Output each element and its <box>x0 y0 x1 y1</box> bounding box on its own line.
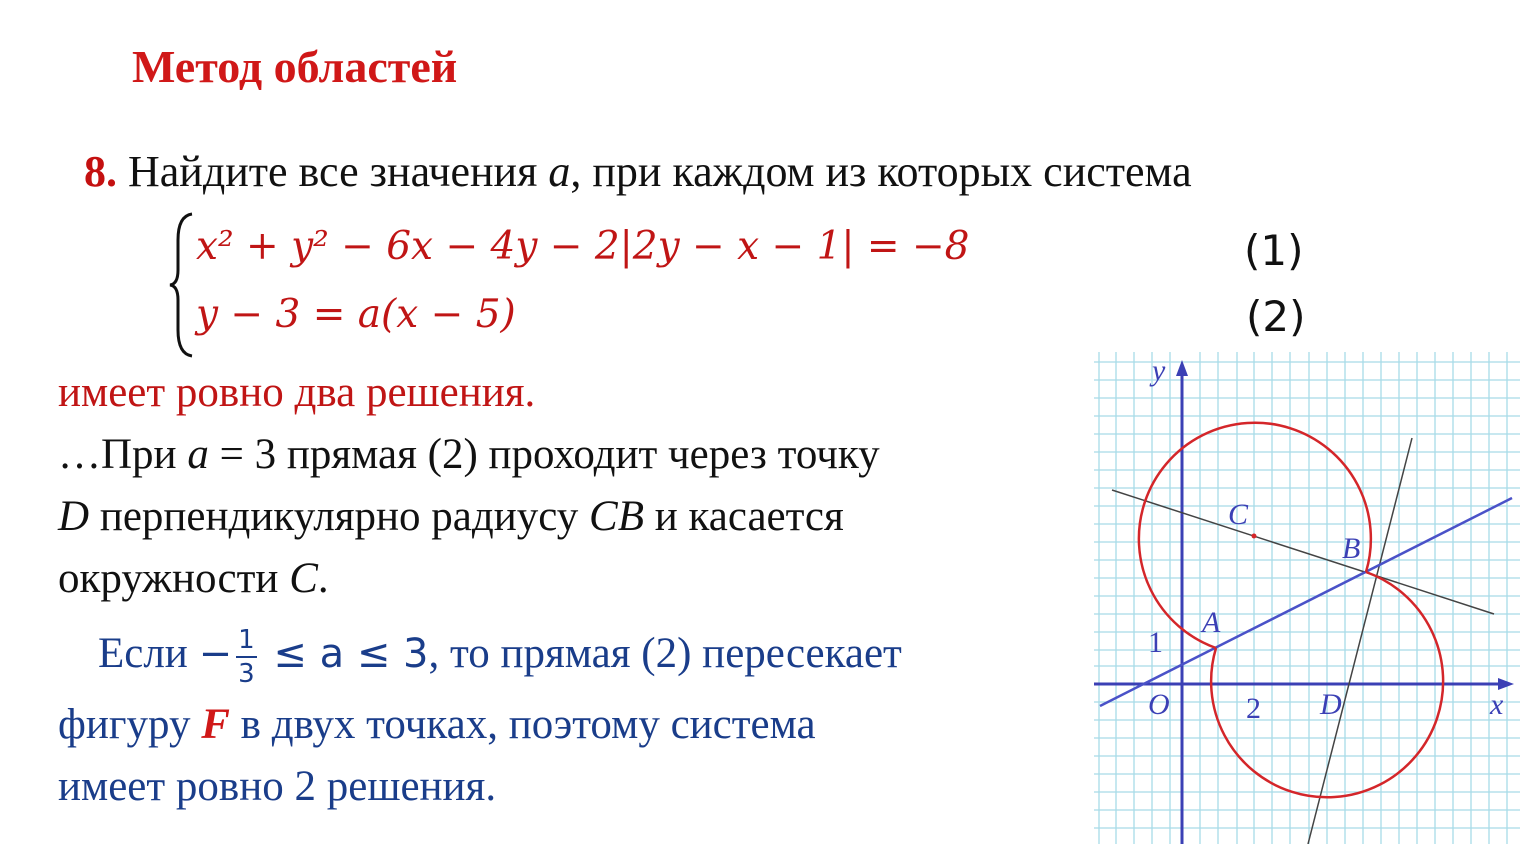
point-d-label: D <box>1320 688 1342 721</box>
problem-statement <box>84 146 1192 197</box>
equation-2-label: (2) <box>1246 292 1306 341</box>
conclusion-figure-word: фигуру <box>58 701 202 748</box>
p3-text-a: окружности <box>58 555 290 602</box>
conclusion-line-1 <box>98 624 902 690</box>
condition-text: имеет ровно два решения. <box>58 369 536 416</box>
conclusion-line-3: имеет ровно 2 решения. <box>58 763 497 810</box>
p1-var-a: a <box>187 431 209 478</box>
fraction-denominator: 3 <box>238 659 255 689</box>
p1-text-a: …При <box>58 431 188 478</box>
line-2y-x-1 <box>1100 498 1512 706</box>
problem-number: 8. <box>84 147 117 196</box>
point-b-label: B <box>1342 532 1361 565</box>
figure-f-label: F <box>201 701 230 748</box>
paragraph-line-1 <box>58 430 880 479</box>
problem-var-a: a <box>548 147 571 196</box>
conclusion-rest: , то прямая (2) пересекает <box>428 629 902 677</box>
p3-var-c: C <box>289 555 318 602</box>
conclusion-line-2 <box>58 700 816 749</box>
equation-1-label: (1) <box>1244 226 1304 275</box>
conclusion-inequality: ≤ a ≤ 3 <box>260 630 429 677</box>
tangent-line-a3 <box>1308 438 1412 844</box>
p1-text-b: = 3 прямая (2) проходит через точку <box>208 431 880 478</box>
p2-text-c: и касается <box>644 493 844 540</box>
equation-2: y − 3 = a(x − 5) <box>196 292 516 337</box>
system-brace <box>168 210 198 360</box>
problem-text-after: , при каждом из которых система <box>570 147 1192 196</box>
x-axis-label: x <box>1490 688 1504 721</box>
fraction-one-third <box>236 624 257 690</box>
conclusion-if: Если <box>98 629 199 677</box>
conclusion-line2-rest: в двух точках, поэтому система <box>229 701 816 748</box>
paragraph-line-2 <box>58 492 844 541</box>
p2-var-d: D <box>58 493 90 540</box>
tick-label-2: 2 <box>1246 692 1261 725</box>
conclusion-minus: − <box>198 630 233 677</box>
problem-text-before: Найдите все значения <box>128 147 549 196</box>
point-a-label: A <box>1202 606 1221 639</box>
equation-1: x² + y² − 6x − 4y − 2|2y − x − 1| = −8 <box>196 224 970 269</box>
p3-text-b: . <box>317 555 329 602</box>
point-c-label: C <box>1228 498 1249 531</box>
paragraph-line-3 <box>58 554 329 603</box>
grid <box>1094 352 1520 844</box>
tick-label-1: 1 <box>1148 626 1163 659</box>
p2-text-b: перпендикулярно радиусу <box>89 493 590 540</box>
y-axis-label: y <box>1152 354 1166 387</box>
point-c-dot <box>1252 534 1257 539</box>
fraction-numerator: 1 <box>236 624 257 658</box>
p2-var-cb: CB <box>589 493 644 540</box>
origin-label: O <box>1148 688 1170 721</box>
coordinate-graph <box>1094 352 1520 844</box>
page-title: Метод областей <box>132 41 458 92</box>
